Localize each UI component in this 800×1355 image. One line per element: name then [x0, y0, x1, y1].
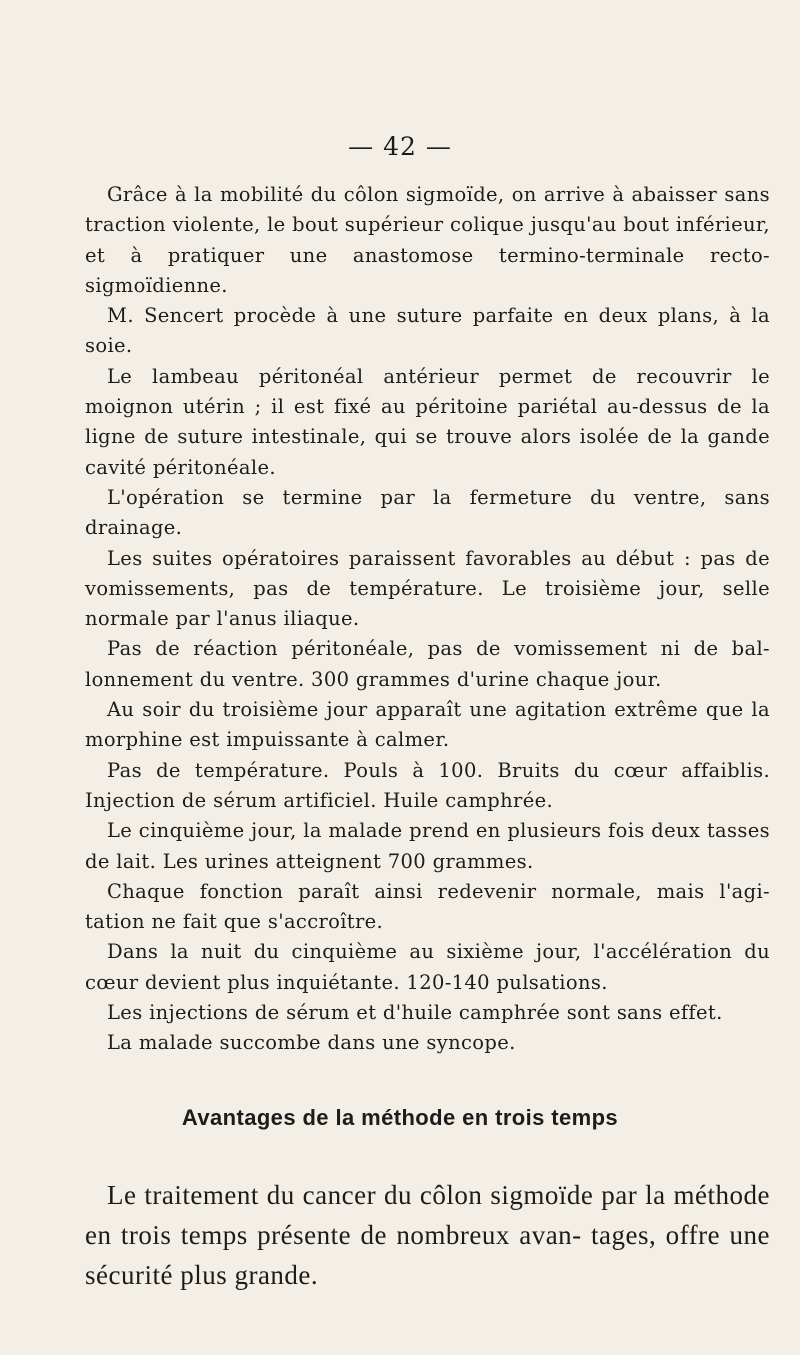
paragraph: Les injections de sérum et d'huile camphrée sont sans effet. [107, 1001, 723, 1025]
body-text [85, 180, 770, 1059]
paragraph: Dans la nuit du cinquième au sixième jour, l'accélération du cœur devient plus inquiétante. 120-140 pulsations. [85, 940, 770, 994]
section-paragraph: Le traitement du cancer du côlon sigmoïde par la méthode en trois temps présente de nombreux avan- tages, offre une sécurité plus grande. [85, 1180, 770, 1290]
paragraph: Le cinquième jour, la malade prend en plusieurs fois deux tasses de lait. Les urines atteignent 700 grammes. [85, 819, 770, 873]
paragraph: Pas de réaction péritonéale, pas de vomissement ni de bal- lonnement du ventre. 300 grammes d'urine chaque jour. [85, 637, 770, 691]
paragraph: L'opération se termine par la fermeture du ventre, sans drainage. [85, 485, 770, 540]
page-number: — 42 — [348, 132, 452, 161]
paragraph: Grâce à la mobilité du côlon sigmoïde, on arrive à abaisser sans traction violente, le bout supérieur colique jusqu'au bout inférieur, et à pratiquer une anastomose termino-terminale recto-sigmoïdienne. [85, 183, 770, 297]
paragraph: M. Sencert procède à une suture parfaite en deux plans, à la soie. [85, 304, 770, 358]
section-text [85, 1175, 770, 1295]
paragraph: La malade succombe dans une syncope. [107, 1031, 516, 1055]
paragraph: Le lambeau péritonéal antérieur permet de recouvrir le moignon utérin ; il est fixé au péritoine pariétal au-dessus de la ligne de suture intestinale, qui se trouve alors isolée de la gande cavité péritonéale. [85, 364, 770, 479]
section-heading: Avantages de la méthode en trois temps [181, 1105, 619, 1130]
paragraph: Au soir du troisième jour apparaît une agitation extrême que la morphine est impuissante à calmer. [85, 698, 770, 752]
paragraph: Les suites opératoires paraissent favorables au début : pas de vomissements, pas de température. Le troisième jour, selle normale par l'anus iliaque. [85, 546, 770, 631]
paragraph: Pas de température. Pouls à 100. Bruits du cœur affaiblis. Injection de sérum artificiel. Huile camphrée. [85, 758, 770, 812]
paragraph: Chaque fonction paraît ainsi redevenir normale, mais l'agi- tation ne fait que s'accroître. [85, 879, 770, 934]
